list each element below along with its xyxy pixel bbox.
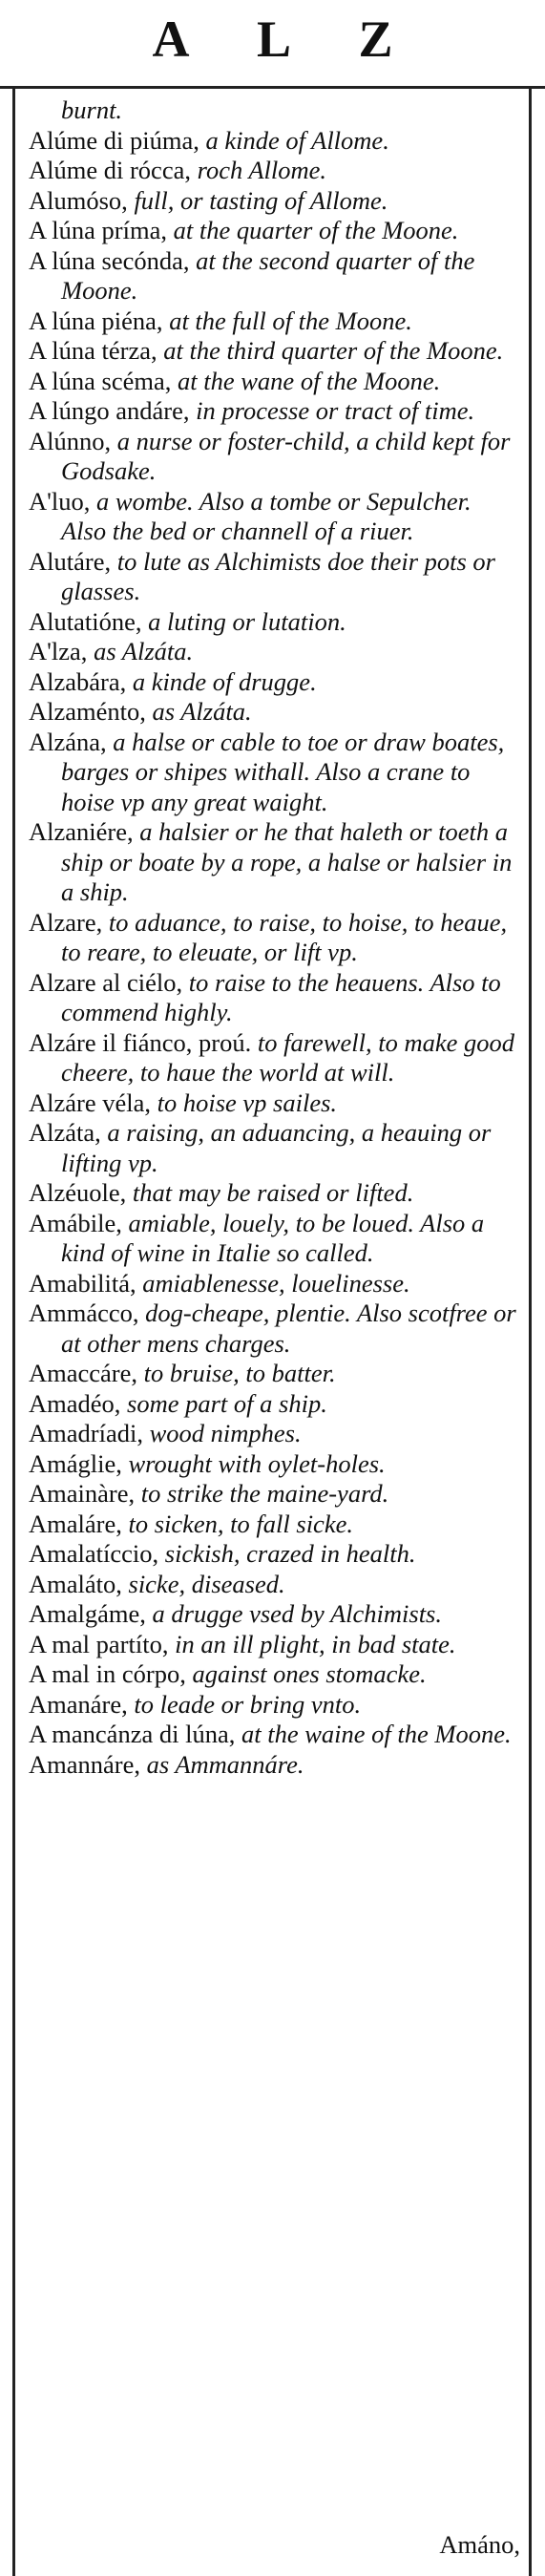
entry-headword: Amabilitá,	[29, 1268, 136, 1298]
dictionary-entry	[29, 1510, 520, 1540]
entry-definition: in an ill plight, in bad state.	[175, 1629, 456, 1658]
entry-headword: Amannáre,	[29, 1749, 140, 1779]
dictionary-entry	[29, 126, 520, 157]
entry-headword: Amáglie,	[29, 1448, 122, 1478]
entry-headword: Amalgáme,	[29, 1599, 146, 1628]
entry-definition: to raise to the heauens. Also to commend highly.	[61, 967, 501, 1026]
entry-headword: Alzare,	[29, 907, 103, 937]
dictionary-entry	[29, 607, 520, 638]
entry-headword: Alzéuole,	[29, 1178, 127, 1207]
entry-headword: Amadéo,	[29, 1388, 121, 1418]
dictionary-entry	[29, 1599, 520, 1630]
dictionary-entry	[29, 336, 520, 367]
catchword: Amáno,	[439, 2530, 520, 2559]
entry-definition: at the second quarter of the Moone.	[61, 245, 475, 305]
dictionary-entry	[29, 156, 520, 186]
entry-headword: Alzare al ciélo,	[29, 967, 183, 997]
entry-headword: Amanáre,	[29, 1689, 128, 1719]
entry-definition: to farewell, to make good cheere, to haue the world at will.	[61, 1027, 515, 1087]
entry-headword: Amaccáre,	[29, 1359, 138, 1387]
entry-headword: A lúna térza,	[29, 336, 157, 365]
entry-definition: to bruise, to batter.	[143, 1359, 336, 1387]
dictionary-entry	[29, 1750, 520, 1781]
dictionary-entry	[29, 908, 520, 968]
dictionary-entry	[29, 1359, 520, 1389]
entry-definition: a kinde of Allome.	[205, 125, 389, 155]
dictionary-entry	[29, 968, 520, 1028]
entry-headword: A mal partíto,	[29, 1629, 169, 1658]
right-rule	[529, 86, 532, 2576]
entry-headword: A mancánza di lúna,	[29, 1720, 236, 1748]
dictionary-entry	[29, 367, 520, 397]
entry-definition: a halse or cable to toe or draw boates, barges or shipes withall. Also a crane to hoise vp any great waight.	[61, 727, 505, 816]
page-header: A L Z	[152, 11, 422, 68]
entry-headword: Alzáta,	[29, 1118, 101, 1147]
entry-definition: amiablenesse, louelinesse.	[142, 1268, 410, 1298]
entry-headword: Alzáre véla,	[29, 1087, 151, 1117]
dictionary-entry	[29, 697, 520, 728]
dictionary-entry	[29, 1269, 520, 1299]
entry-headword: A'luo,	[29, 486, 91, 516]
entry-headword: A mal in córpo,	[29, 1659, 186, 1688]
entry-definition: a wombe. Also a tombe or Sepulcher. Also the bed or channell of a riuer.	[61, 486, 472, 545]
entry-headword: Amalatíccio,	[29, 1539, 159, 1568]
dictionary-entry	[29, 95, 520, 126]
entry-headword: Alzaménto,	[29, 697, 146, 726]
dictionary-entry	[29, 427, 520, 487]
entry-definition: sicke, diseased.	[128, 1569, 285, 1598]
entry-definition: some part of a ship.	[127, 1388, 327, 1418]
dictionary-entry	[29, 1028, 520, 1088]
dictionary-entry	[29, 246, 520, 306]
dictionary-entry	[29, 1659, 520, 1690]
dictionary-entry	[29, 1690, 520, 1721]
entry-headword: Ammácco,	[29, 1299, 139, 1327]
dictionary-entry	[29, 1720, 520, 1750]
dictionary-entry	[29, 1479, 520, 1510]
entry-definition: at the quarter of the Moone.	[173, 216, 459, 244]
entry-headword: Alzaniére,	[29, 817, 134, 846]
dictionary-entry	[29, 728, 520, 818]
entry-definition: to aduance, to raise, to hoise, to heaue, to reare, to eleuate, or lift vp.	[61, 907, 508, 966]
entry-headword: Alzabára,	[29, 666, 127, 696]
dictionary-entry	[29, 216, 520, 246]
entry-definition: at the wane of the Moone.	[178, 366, 441, 395]
entry-definition: wood nimphes.	[149, 1419, 302, 1447]
entry-definition: full, or tasting of Allome.	[134, 185, 388, 215]
entry-headword: A lúna secónda,	[29, 245, 190, 275]
entry-definition: that may be raised or lifted.	[132, 1178, 414, 1207]
entry-headword: Amadríadi,	[29, 1419, 143, 1447]
entry-headword: Amaláto,	[29, 1569, 122, 1598]
dictionary-entry	[29, 547, 520, 607]
entry-headword: Alumóso,	[29, 185, 128, 215]
entry-headword: Alutáre,	[29, 546, 112, 576]
left-rule	[12, 86, 15, 2576]
entry-definition: to lute as Alchimists doe their pots or glasses.	[61, 546, 495, 605]
dictionary-entry	[29, 1299, 520, 1359]
entry-headword: Amainàre,	[29, 1479, 136, 1508]
dictionary-entry	[29, 487, 520, 547]
entry-definition: a kinde of drugge.	[132, 666, 317, 696]
entry-definition: at the waine of the Moone.	[241, 1720, 512, 1748]
dictionary-entry	[29, 1539, 520, 1570]
entry-definition: to leade or bring vnto.	[134, 1689, 362, 1719]
entry-definition: at the full of the Moone.	[169, 306, 412, 335]
entry-definition: as Alzáta.	[94, 637, 194, 665]
entry-definition: to hoise vp sailes.	[157, 1087, 338, 1117]
entry-list	[29, 95, 520, 1780]
entry-headword: A'lza,	[29, 637, 88, 665]
entry-definition: a nurse or foster-child, a child kept for Godsake.	[61, 426, 511, 485]
entry-headword: A lúngo andáre,	[29, 396, 190, 425]
dictionary-entry	[29, 1449, 520, 1480]
dictionary-entry	[29, 817, 520, 908]
dictionary-entry	[29, 1419, 520, 1449]
entry-headword: A lúna príma,	[29, 216, 167, 244]
entry-definition: to sicken, to fall sicke.	[128, 1509, 353, 1538]
dictionary-entry	[29, 1630, 520, 1660]
entry-definition: burnt.	[61, 95, 123, 124]
entry-headword: A lúna scéma,	[29, 366, 172, 395]
entry-definition: a luting or lutation.	[148, 606, 346, 636]
entry-definition: a drugge vsed by Alchimists.	[152, 1599, 442, 1628]
entry-definition: wrought with oylet-holes.	[128, 1448, 386, 1478]
entry-definition: amiable, louely, to be loued. Also a kind of wine in Italie so called.	[61, 1208, 485, 1267]
entry-definition: sickish, crazed in health.	[164, 1539, 416, 1568]
entry-headword: Alúme di rócca,	[29, 156, 191, 184]
entry-definition: to strike the maine-yard.	[140, 1479, 389, 1508]
entry-definition: dog-cheape, plentie. Also scotfree or at other mens charges.	[61, 1299, 516, 1358]
entry-headword: Alzána,	[29, 727, 107, 756]
dictionary-entry	[29, 1570, 520, 1600]
dictionary-entry	[29, 186, 520, 217]
entry-headword: Alutatióne,	[29, 606, 142, 636]
entry-definition: as Alzáta.	[152, 697, 252, 726]
dictionary-entry	[29, 1088, 520, 1119]
dictionary-entry	[29, 1389, 520, 1420]
dictionary-entry	[29, 1209, 520, 1269]
entry-headword: Alúme di piúma,	[29, 125, 199, 155]
entry-headword: Amaláre,	[29, 1509, 122, 1538]
dictionary-entry	[29, 637, 520, 667]
dictionary-entry	[29, 1178, 520, 1209]
entry-definition: as Ammannáre.	[146, 1749, 304, 1779]
dictionary-entry	[29, 1118, 520, 1178]
entry-definition: in processe or tract of time.	[196, 396, 475, 425]
entry-definition: a raising, an aduancing, a heauing or lifting vp.	[61, 1118, 492, 1177]
entry-headword: Amábile,	[29, 1208, 122, 1237]
entry-definition: a halsier or he that haleth or toeth a ship or boate by a rope, a halse or halsier in a ship.	[61, 817, 513, 906]
dictionary-entry	[29, 396, 520, 427]
dictionary-entry	[29, 667, 520, 698]
top-rule	[0, 86, 545, 89]
entry-definition: against ones stomacke.	[192, 1659, 427, 1688]
entry-definition: roch Allome.	[197, 156, 327, 184]
entry-definition: at the third quarter of the Moone.	[163, 336, 504, 365]
entry-headword: Alzáre il fiánco, proú.	[29, 1027, 252, 1057]
entry-headword: A lúna piéna,	[29, 306, 163, 335]
dictionary-entry	[29, 306, 520, 337]
entry-headword: Alúnno,	[29, 426, 112, 455]
